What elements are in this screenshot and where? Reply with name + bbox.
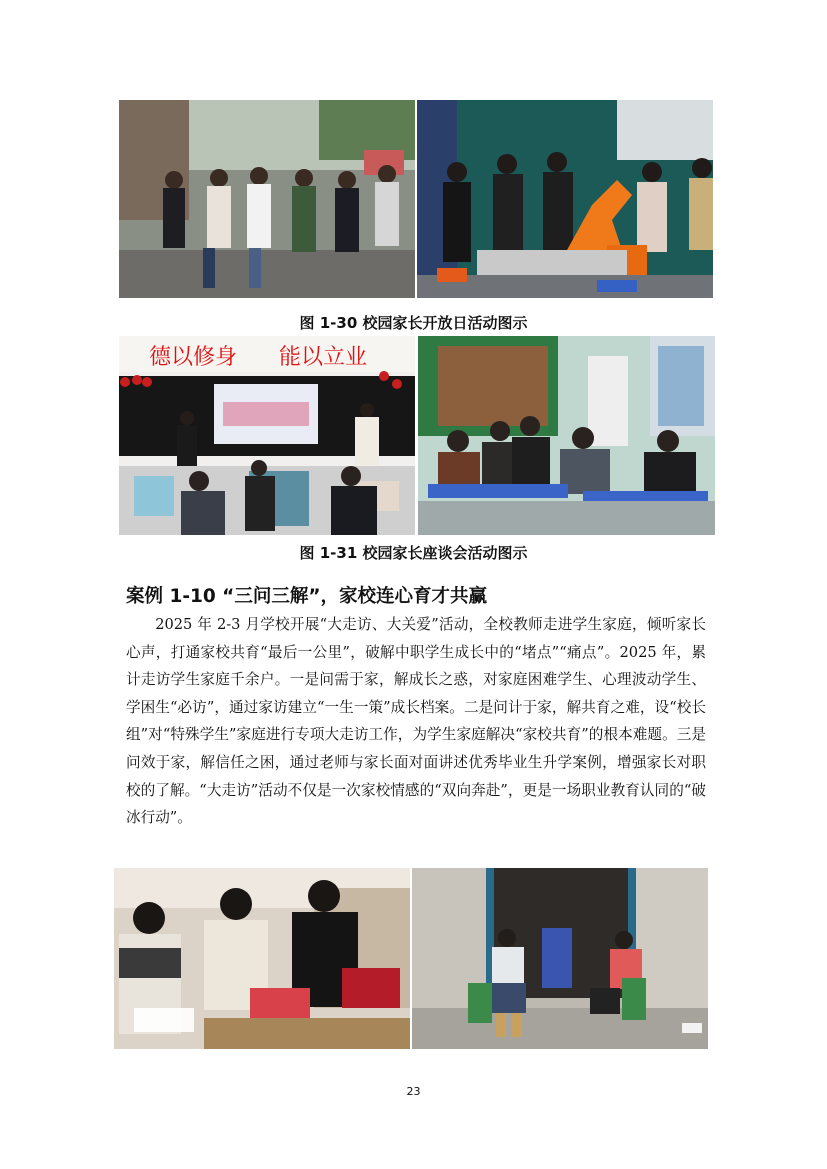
parents-seated-photo [418, 336, 715, 535]
home-visit-indoor-photo [114, 868, 410, 1049]
case-heading: 案例 1-10 “三问三解”，家校连心育才共赢 [126, 586, 487, 607]
robot-arm-lab-photo [417, 100, 713, 298]
classroom-meeting-photo [119, 336, 415, 535]
page-number: 23 [406, 1085, 421, 1098]
case-paragraph: 2025 年 2-3 月学校开展“大走访、大关爱”活动，全校教师走进学生家庭，倾听家长心声，打通家校共育“最后一公里”，破解中职学生成长中的“堵点”“痛点”。2025 年，累计走访学生家庭千余户。一是问需于家，解成长之惑，对家庭困难学生、心理波动学生、学困生“必访”，通过家访建立“一生一策”成长档案。二是问计于家，解共育之难，设“校长组”对“特殊学生”家庭进行专项大走访工作，为学生家庭解决“家校共育”的根本难题。三是问效于家，解信任之困，通过老师与家长面对面讲述优秀毕业生升学案例，增强家长对职校的了解。“大走访”活动不仅是一次家校情感的“双向奔赴”，更是一场职业教育认同的“破冰行动”。 [126, 616, 706, 827]
figure-1-31-caption: 图 1-31 校园家长座谈会活动图示 [299, 544, 528, 562]
banner-right-text: 能以立业 [279, 345, 368, 370]
banner-left-text: 德以修身 [149, 345, 238, 370]
figure-1-30-caption: 图 1-30 校园家长开放日活动图示 [299, 314, 528, 332]
open-day-crowd-photo [119, 100, 415, 298]
home-visit-outdoor-photo [412, 868, 708, 1049]
